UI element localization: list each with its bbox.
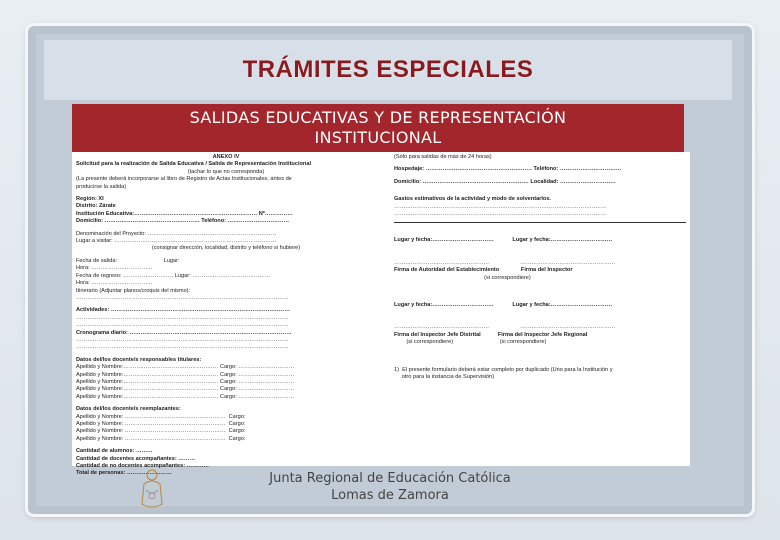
form-line: …………………………………………… …………………………………………… [394, 324, 616, 331]
subtitle-line-1: SALIDAS EDUCATIVAS Y DE REPRESENTACIÓN [189, 108, 567, 127]
form-line: …………………………………………………………………………………………………… [76, 322, 289, 329]
form-line: producirse la salida) [76, 183, 127, 190]
form-line [394, 347, 686, 357]
form-line [394, 292, 686, 302]
form-line [394, 357, 686, 367]
form-line: Apellido y Nombre:…………………………………………… Cargo: ………………………… [76, 393, 295, 400]
form-line: (Sólo para salidas de más de 24 horas) [394, 154, 492, 160]
form-line: Hospedaje: ………………………………………………… Teléfono: …………………………… [394, 166, 622, 173]
form-line: Apellido y Nombre: ……………………………………………… Cargo: [76, 435, 246, 442]
form-line [394, 309, 686, 319]
form-line: Apellido y Nombre: ……………………………………………… Cargo: [76, 421, 246, 427]
form-line: Fecha de regreso: ……………………… Lugar: …………………………………… [76, 272, 271, 279]
form-line: …………………………………………………………………………………………………… [394, 211, 607, 218]
form-image [72, 152, 690, 477]
subtitle-bar [72, 104, 684, 152]
logo-icon [132, 466, 172, 512]
slide-title: TRÁMITES ESPECIALES [242, 56, 534, 83]
form-line: Datos del/los docente/s reemplazantes: [76, 406, 181, 413]
form-line: Apellido y Nombre:…………………………………………… Cargo: ………………………… [76, 386, 295, 393]
form-line: Cronograma diario: …………………………………………………………………………… [76, 329, 292, 336]
form-line: Apellido y Nombre: ……………………………………………… Cargo: [76, 428, 246, 435]
form-line: …………………………………………………………………………………………………… [394, 203, 607, 210]
form-line: Lugar y fecha:…………………………… Lugar y fecha:…………………………… [394, 237, 613, 244]
form-line: Cantidad de alumnos: ……… [76, 448, 153, 455]
form-line: Hora: …………………………… [76, 280, 153, 287]
form-line [394, 245, 686, 255]
form-line: ANEXO IV [212, 154, 240, 160]
form-line: Apellido y Nombre:…………………………………………… Cargo: ………………………… [76, 364, 295, 371]
form-line: Datos del/los docente/s responsables titulares: [76, 356, 202, 363]
form-line: …………………………………………………………………………………………………… [76, 344, 289, 351]
form-line: otro para la instancia de Supervisión) [394, 374, 495, 381]
form-line [394, 186, 686, 196]
form-line: Itinerario (Adjuntar planos/croquis del mismo): [76, 287, 191, 294]
form-line: …………………………………………… …………………………………………… [394, 259, 616, 266]
form-line: Denominación del Proyecto: …………………………………………………………… [76, 230, 277, 237]
form-line: Cantidad de no docentes acompañantes: ………… [76, 463, 210, 470]
form-line: Región: XI [76, 196, 104, 203]
form-line: (tachar lo que no corresponda) [187, 168, 265, 175]
form-line: Fecha de salida: Lugar: [76, 257, 180, 264]
form-line: …………………………………………………………………………………………………… [76, 314, 289, 321]
form-line: Apellido y Nombre:…………………………………………… Cargo: ………………………… [76, 371, 295, 378]
form-line [394, 227, 686, 237]
form-line: …………………………………………………………………………………………………… [76, 294, 289, 301]
footer-line-2: Lomas de Zamora [331, 488, 449, 503]
form-line: Firma de Autoridad del Establecimiento Firma del Inspector [394, 267, 573, 274]
form-line: Total de personas: …………………… [76, 470, 172, 477]
form-line: Lugar y fecha:…………………………… Lugar y fecha:…………………………… [394, 302, 613, 309]
footer [180, 470, 600, 504]
form-line: …………………………………………………………………………………………………… [76, 336, 289, 343]
form-right-column [394, 154, 686, 382]
form-left-column [76, 154, 376, 478]
form-line: Cantidad de docentes acompañantes: ……… [76, 455, 196, 462]
form-line: Lugar a visitar: …………………………………………………………………………… [76, 238, 277, 245]
form-line: Hora: …………………………… [76, 265, 153, 272]
form-line: Apellido y Nombre:…………………………………………… Cargo: ………………………… [76, 378, 295, 385]
form-line: Distrito: Zárate [76, 203, 116, 210]
form-line: Domicilio: …………………………………………… Teléfono: …………………………… [76, 218, 290, 225]
form-line: Institución Educativa:………………………………………………………… Nº…………… [76, 210, 293, 217]
form-line: (si correspondiere) [394, 274, 531, 281]
form-line: 1) El presente formulario deberá estar completo por duplicado (Uno para la Institución y [394, 366, 613, 373]
form-line: Actividades: …………………………………………………………………………………… [76, 307, 290, 314]
form-line: Solicitud para la realización de Salida Educativa / Salida de Representación Institucional [76, 161, 312, 168]
form-line: Apellido y Nombre: ……………………………………………… Cargo: [76, 413, 246, 420]
form-line: Gastos estimativos de la actividad y modo de solventarlos. [394, 196, 551, 203]
subtitle-line-2: INSTITUCIONAL [314, 128, 442, 147]
footer-line-1: Junta Regional de Educación Católica [269, 471, 511, 486]
form-line: Firma del Inspector Jefe Distrital Firma del Inspector Jefe Regional [394, 331, 588, 338]
title-band [44, 40, 732, 100]
form-line [394, 222, 686, 223]
form-line: (consignar dirección, localidad, distrito y teléfono si hubiere) [151, 245, 301, 252]
form-line: (si correspondiere) (si correspondiere) [394, 339, 547, 346]
form-line: Domicilio: ………………………………………………… Localidad: ………………………… [394, 178, 616, 185]
form-line [394, 282, 686, 292]
form-line: (La presente deberá incorporarse al libro de Registro de Actas Institucionales, antes de [76, 176, 292, 183]
